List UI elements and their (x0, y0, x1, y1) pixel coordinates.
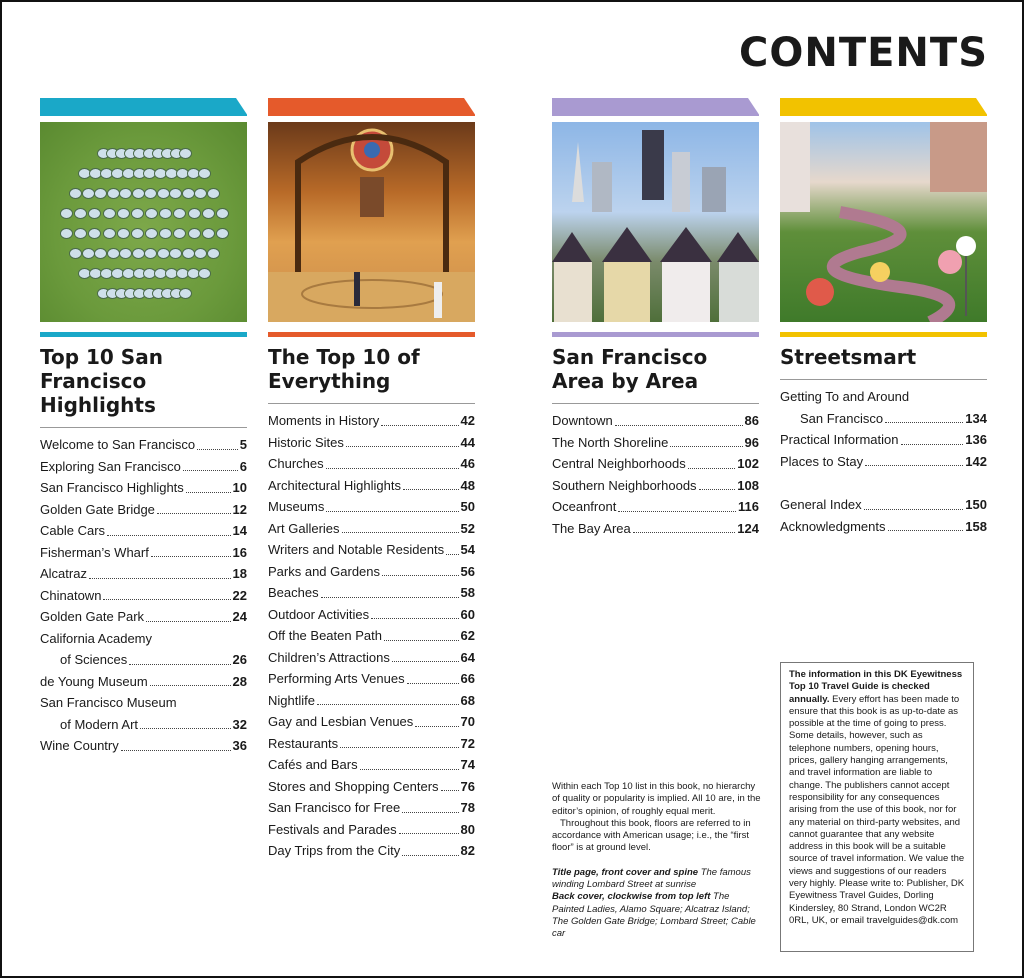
toc-entry (40, 477, 247, 499)
skylight-disk (131, 208, 144, 219)
toc-entry (268, 647, 475, 669)
toc-list (780, 386, 987, 537)
toc-page-number: 52 (460, 520, 475, 536)
skylight-disk (88, 208, 101, 219)
toc-entry (780, 429, 987, 451)
toc-entry (268, 668, 475, 690)
note-paragraph: Throughout this book, floors are referred to in accordance with American usage; i.e., the “first floor” is at ground level. (552, 817, 751, 854)
skylight-disk (169, 248, 182, 259)
skylight-disk (74, 228, 87, 239)
skylight-disk (173, 228, 186, 239)
toc-entry (268, 582, 475, 604)
toc-entry-title: Getting To and Around (780, 389, 910, 404)
toc-entry-title-cont: San Francisco (800, 410, 884, 426)
toc-entry-title: San Francisco Highlights (40, 480, 184, 495)
toc-entry-title: Fisherman’s Wharf (40, 544, 149, 560)
toc-entry (552, 496, 759, 518)
toc-entry-title: Off the Beaten Path (268, 628, 382, 643)
skylight-disk (132, 188, 145, 199)
skylight-disk (179, 148, 192, 159)
toc-entry (268, 840, 475, 862)
toc-entry (40, 585, 247, 607)
skylight-disk (145, 208, 158, 219)
toc-entry (552, 518, 759, 540)
section-everything (268, 98, 475, 862)
toc-entry-title: Museums (268, 499, 325, 514)
section-title: San Francisco Area by Area (552, 345, 708, 393)
toc-page-number: 14 (232, 523, 247, 538)
skylight-disk (117, 228, 130, 239)
toc-entry-title-cont: of Sciences (60, 652, 128, 667)
toc-entry-title: Alcatraz (40, 566, 87, 581)
info-box-heading: The information in this DK Eyewitness Top 10 Travel Guide is checked annually. (789, 669, 963, 705)
toc-entry-title: Southern Neighborhoods (552, 477, 697, 493)
toc-entry (268, 496, 475, 518)
skylight-disk (103, 228, 116, 239)
toc-page-number: 48 (460, 477, 475, 493)
divider (780, 379, 987, 380)
toc-entry (268, 561, 475, 583)
photo-church-interior (268, 122, 475, 322)
skylight-disk (94, 248, 107, 259)
toc-entry (40, 563, 247, 585)
skylight-disk (173, 208, 186, 219)
toc-entry (40, 628, 247, 671)
skylight-disk (182, 248, 195, 259)
skylight-disk (144, 188, 157, 199)
skylight-disk (119, 188, 132, 199)
skylight-disk (117, 208, 130, 219)
divider (40, 427, 247, 428)
toc-page-number: 74 (460, 757, 475, 772)
editorial-note (552, 781, 762, 941)
toc-entry-title: Festivals and Parades (268, 821, 397, 837)
toc-page-number: 64 (460, 649, 475, 665)
toc-entry (780, 386, 987, 429)
toc-page-number: 150 (965, 497, 987, 512)
section-tab (40, 98, 247, 116)
toc-page-number: 80 (460, 821, 475, 837)
skylight-disk (188, 208, 201, 219)
toc-entry (40, 692, 247, 735)
toc-page-number: 116 (738, 499, 759, 514)
section-streetsmart (780, 98, 987, 537)
toc-entry-title: Writers and Notable Residents (268, 542, 445, 557)
toc-entry-title: The North Shoreline (552, 434, 669, 450)
toc-entry (780, 494, 987, 516)
skylight-disk (198, 168, 211, 179)
toc-entry (268, 604, 475, 626)
toc-page-number: 60 (460, 606, 475, 622)
toc-entry (40, 606, 247, 628)
church-illustration (268, 122, 475, 322)
toc-page-number: 76 (460, 778, 475, 794)
skylight-disk (131, 228, 144, 239)
toc-entry-title: Restaurants (268, 735, 339, 751)
toc-page-number: 82 (460, 843, 475, 858)
section-title: The Top 10 of Everything (268, 345, 420, 393)
toc-entry (40, 434, 247, 456)
toc-entry (780, 451, 987, 473)
skylight-disk (194, 248, 207, 259)
toc-entry (40, 735, 247, 757)
skylight-disk (198, 268, 211, 279)
toc-entry-title: Historic Sites (268, 434, 344, 450)
skylight-disk (60, 208, 73, 219)
photo-lombard-street (780, 122, 987, 322)
toc-page-number: 136 (965, 432, 987, 447)
toc-entry (40, 542, 247, 564)
toc-entry-title: Art Galleries (268, 520, 340, 536)
toc-page-number: 5 (239, 437, 247, 452)
toc-entry-title: Welcome to San Francisco (40, 437, 196, 452)
skylight-disk (88, 228, 101, 239)
skylight-disk (103, 208, 116, 219)
skylight-disk (74, 208, 87, 219)
toc-entry (268, 410, 475, 432)
toc-entry-title: Practical Information (780, 432, 899, 447)
skyline-illustration (552, 122, 759, 322)
section-area-by-area (552, 98, 759, 539)
toc-entry-title: Cafés and Bars (268, 757, 358, 772)
toc-page-number: 36 (232, 738, 247, 753)
skylight-disk (216, 228, 229, 239)
section-bar (40, 332, 247, 337)
toc-list (552, 410, 759, 539)
toc-page-number: 50 (460, 499, 475, 514)
toc-entry (780, 516, 987, 538)
toc-page-number: 72 (460, 735, 475, 751)
info-box-body: Every effort has been made to ensure that this book is as up-to-date as possible at the time of going to press. Some details, however, such as telephone numbers, opening hours, prices, gallery hanging arrangements, and travel information are liable to change. The publishers cannot accept responsibility for any consequences arising from the use of this book, nor for any material on third-party websites, and cannot guarantee that any website address in this book will be a suitable source of travel information. We value the views and suggestions of our readers very highly. Please write to: Publisher, DK Eyewitness Travel Guides, Dorling Kindersley, 80 Strand, London WC2R 0RL, UK, or email travelguides@dk.com (789, 693, 965, 926)
toc-entry-title: San Francisco Museum (40, 695, 177, 710)
toc-entry (268, 518, 475, 540)
toc-entry (268, 819, 475, 841)
skylight-disk (157, 248, 170, 259)
photo-painted-ladies (552, 122, 759, 322)
toc-page-number: 56 (460, 563, 475, 579)
toc-list (40, 434, 247, 757)
toc-entry (268, 432, 475, 454)
toc-entry-title: San Francisco for Free (268, 800, 401, 815)
section-bar (780, 332, 987, 337)
page-title: CONTENTS (738, 30, 988, 76)
toc-entry-title: General Index (780, 497, 862, 512)
toc-entry-title: de Young Museum (40, 673, 148, 689)
toc-entry (268, 711, 475, 733)
toc-page-number: 58 (460, 585, 475, 600)
skylight-disk (169, 188, 182, 199)
toc-entry-title: Stores and Shopping Centers (268, 778, 439, 794)
toc-page-number: 46 (460, 456, 475, 471)
toc-entry-title: Places to Stay (780, 453, 864, 469)
skylight-disk (82, 188, 95, 199)
skylight-disk (194, 188, 207, 199)
skylight-disk (145, 228, 158, 239)
photo-academy-roof (40, 122, 247, 322)
toc-page-number: 54 (460, 542, 475, 557)
toc-entry (552, 453, 759, 475)
toc-page-number: 44 (460, 434, 475, 450)
toc-entry-title: Children’s Attractions (268, 649, 390, 665)
toc-entry-title-cont: of Modern Art (60, 716, 139, 732)
toc-page-number: 86 (744, 413, 759, 428)
toc-entry (552, 475, 759, 497)
toc-entry-title: The Bay Area (552, 520, 631, 536)
skylight-disk (159, 208, 172, 219)
section-bar (552, 332, 759, 337)
skylight-disk (144, 248, 157, 259)
section-bar (268, 332, 475, 337)
toc-entry (268, 539, 475, 561)
toc-entry (40, 671, 247, 693)
toc-list (268, 410, 475, 862)
skylight-disk (207, 188, 220, 199)
toc-entry-title: Day Trips from the City (268, 843, 401, 858)
toc-entry (552, 432, 759, 454)
skylight-disk (202, 228, 215, 239)
toc-page-number: 42 (460, 413, 475, 428)
toc-entry (268, 776, 475, 798)
toc-entry-title: Golden Gate Park (40, 609, 145, 624)
skylight-disk (132, 248, 145, 259)
toc-page-number: 26 (232, 652, 247, 667)
toc-entry-title: Outdoor Activities (268, 606, 370, 622)
toc-entry-title: Acknowledgments (780, 518, 886, 534)
cover-caption: Back cover, clockwise from top left The Painted Ladies, Alamo Square; Alcatraz Island; The Golden Gate Bridge; Lombard Street; Cable car (552, 891, 756, 940)
toc-page-number: 78 (460, 800, 475, 815)
section-tab (552, 98, 759, 116)
divider (268, 403, 475, 404)
toc-entry-title: Churches (268, 456, 324, 471)
cover-caption: Title page, front cover and spine The famous winding Lombard Street at sunrise (552, 866, 751, 891)
toc-page-number: 96 (744, 434, 759, 450)
toc-entry-title: Moments in History (268, 413, 380, 428)
toc-page-number: 12 (232, 501, 247, 517)
skylight-disk (157, 188, 170, 199)
skylight-disk (182, 188, 195, 199)
toc-page-number: 18 (232, 566, 247, 581)
toc-entry-title: Central Neighborhoods (552, 456, 686, 471)
toc-page-number: 66 (460, 671, 475, 686)
toc-entry-title: Chinatown (40, 587, 102, 603)
skylight-disk (159, 228, 172, 239)
skylight-disk (119, 248, 132, 259)
toc-page-number: 32 (232, 716, 247, 732)
toc-entry-title: Parks and Gardens (268, 563, 381, 579)
skylight-disk (207, 248, 220, 259)
toc-page-number: 124 (737, 520, 759, 536)
toc-page-number: 70 (460, 714, 475, 729)
toc-entry-title: Downtown (552, 413, 613, 428)
skylight-disk (188, 228, 201, 239)
toc-page-number: 62 (460, 628, 475, 643)
skylight-disk (94, 188, 107, 199)
toc-entry (268, 733, 475, 755)
toc-page-number: 10 (232, 480, 247, 495)
section-tab (780, 98, 987, 116)
lombard-illustration (780, 122, 987, 322)
toc-page-number: 24 (232, 609, 247, 624)
toc-entry-title: Architectural Highlights (268, 477, 401, 493)
toc-page-number: 68 (460, 692, 475, 708)
section-tab (268, 98, 475, 116)
skylight-disk (107, 248, 120, 259)
toc-page-number: 22 (232, 587, 247, 603)
skylight-disk (107, 188, 120, 199)
divider (552, 403, 759, 404)
toc-entry (552, 410, 759, 432)
toc-entry-title: Beaches (268, 585, 319, 600)
section-highlights (40, 98, 247, 757)
skylight-disk (216, 208, 229, 219)
section-title: Streetsmart (780, 345, 917, 369)
info-box (780, 662, 974, 952)
toc-page-number: 6 (239, 458, 247, 474)
toc-entry-title: California Academy (40, 630, 152, 646)
skylight-disk (69, 188, 82, 199)
toc-entry (40, 456, 247, 478)
skylight-disk (179, 288, 192, 299)
toc-entry-title: Wine Country (40, 738, 119, 753)
toc-entry (268, 625, 475, 647)
toc-page-number: 142 (965, 453, 987, 469)
toc-entry-title: Oceanfront (552, 499, 617, 514)
toc-page-number: 158 (965, 518, 987, 534)
toc-page-number: 108 (737, 477, 759, 493)
skylight-disk (202, 208, 215, 219)
toc-entry (268, 690, 475, 712)
toc-entry (268, 797, 475, 819)
toc-entry-title: Nightlife (268, 692, 315, 708)
toc-entry (268, 453, 475, 475)
toc-page-number: 134 (965, 410, 987, 426)
toc-entry-title: Exploring San Francisco (40, 458, 181, 474)
toc-page-number: 16 (232, 544, 247, 560)
toc-entry (40, 499, 247, 521)
toc-entry (40, 520, 247, 542)
toc-entry-title: Cable Cars (40, 523, 106, 538)
toc-gap (780, 472, 987, 494)
section-title: Top 10 San Francisco Highlights (40, 345, 163, 417)
toc-entry-title: Golden Gate Bridge (40, 501, 155, 517)
toc-entry (268, 475, 475, 497)
toc-entry-title: Performing Arts Venues (268, 671, 405, 686)
toc-page-number: 28 (232, 673, 247, 689)
skylight-disk (82, 248, 95, 259)
toc-entry (268, 754, 475, 776)
note-paragraph: Within each Top 10 list in this book, no hierarchy of quality or popularity is implied. All 10 are, in the editor’s opinion, of roughly equal merit. (552, 781, 761, 817)
toc-page-number: 102 (737, 456, 759, 471)
skylight-disk (69, 248, 82, 259)
skylight-disk (60, 228, 73, 239)
toc-entry-title: Gay and Lesbian Venues (268, 714, 414, 729)
